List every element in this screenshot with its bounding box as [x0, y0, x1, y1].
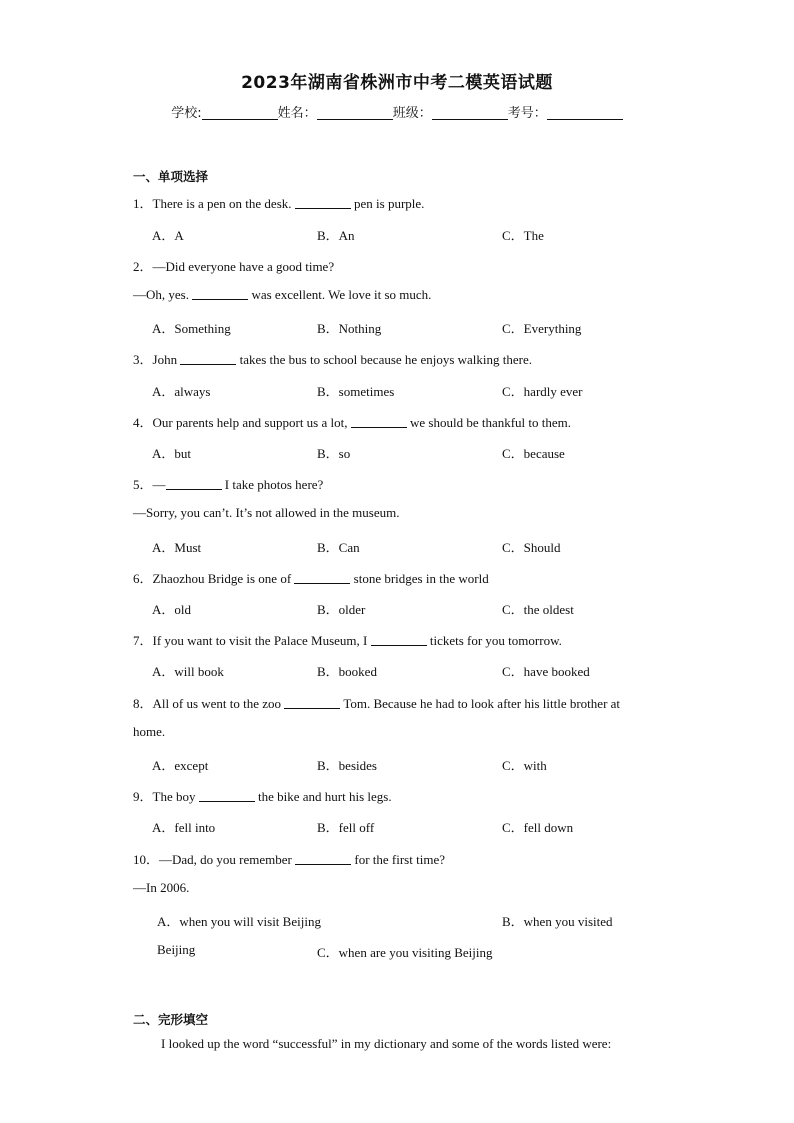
option-b[interactable]: B．An — [317, 228, 355, 243]
question-text: takes the bus to school because he enjoys walking there. — [236, 352, 532, 367]
question-text: Tom. Because he had to look after his little brother at — [340, 696, 621, 711]
option-c[interactable]: C．with — [502, 758, 547, 773]
option-c[interactable]: C．the oldest — [502, 602, 574, 617]
question-number: 7． — [133, 633, 153, 648]
question-2-line-2 — [133, 287, 431, 303]
answer-blank — [199, 789, 255, 802]
number-blank[interactable] — [547, 105, 623, 120]
school-label: 学校: — [171, 106, 202, 121]
question-1 — [133, 193, 424, 212]
name-label: 姓名： — [277, 106, 317, 121]
student-info-line — [0, 102, 794, 121]
option-b[interactable]: B．when you visited — [502, 914, 613, 929]
question-8 — [133, 693, 620, 712]
answer-blank — [295, 852, 351, 865]
question-text: There is a pen on the desk. — [152, 196, 295, 211]
option-b[interactable]: B．besides — [317, 758, 377, 773]
question-text: —Did everyone have a good time? — [152, 259, 335, 274]
option-b[interactable]: B．booked — [317, 664, 377, 679]
option-c[interactable]: C．hardly ever — [502, 384, 583, 399]
option-a[interactable]: A．old — [152, 602, 192, 617]
question-2 — [133, 256, 334, 275]
question-text: All of us went to the zoo — [152, 696, 285, 711]
question-text: was excellent. We love it so much. — [248, 287, 432, 302]
question-text: —Oh, yes. — [133, 287, 193, 302]
option-c[interactable]: C．The — [502, 228, 544, 243]
question-text: The boy — [152, 789, 199, 804]
option-b[interactable]: B．sometimes — [317, 384, 395, 399]
option-b[interactable]: B．so — [317, 446, 351, 461]
option-a[interactable]: A．Must — [152, 540, 202, 555]
option-c[interactable]: C．fell down — [502, 820, 574, 835]
question-10-line-2: —In 2006. — [133, 880, 190, 895]
school-blank[interactable] — [202, 105, 278, 120]
question-3 — [133, 349, 532, 368]
answer-blank — [371, 633, 427, 646]
question-9 — [133, 786, 392, 805]
question-text: Our parents help and support us a lot, — [152, 415, 351, 430]
question-text: stone bridges in the world — [350, 571, 489, 586]
option-b[interactable]: B．Can — [317, 540, 360, 555]
option-a[interactable]: A．when you will visit Beijing — [157, 914, 321, 929]
question-text: I take photos here? — [221, 477, 324, 492]
question-text: — — [152, 477, 166, 492]
question-text: we should be thankful to them. — [406, 415, 572, 430]
answer-blank — [351, 415, 407, 428]
option-b[interactable]: B．Nothing — [317, 321, 382, 336]
answer-blank — [180, 352, 236, 365]
option-b[interactable]: B．older — [317, 602, 366, 617]
question-6 — [133, 568, 489, 587]
question-number: 4． — [133, 415, 153, 430]
question-number: 8． — [133, 696, 153, 711]
question-5-line-2: —Sorry, you can’t. It’s not allowed in the museum. — [133, 505, 400, 520]
answer-blank — [284, 696, 340, 709]
question-4 — [133, 412, 571, 431]
page-title: 2023年湖南省株洲市中考二模英语试题 — [241, 73, 553, 93]
question-text: Zhaozhou Bridge is one of — [152, 571, 295, 586]
question-text: the bike and hurt his legs. — [254, 789, 392, 804]
question-10 — [133, 849, 445, 868]
answer-blank — [192, 287, 248, 300]
question-number: 9． — [133, 789, 153, 804]
question-number: 10． — [133, 852, 160, 867]
question-text: pen is purple. — [350, 196, 425, 211]
section-heading-single-choice: 一、单项选择 — [133, 169, 209, 184]
question-number: 2． — [133, 259, 153, 274]
question-text: —Dad, do you remember — [159, 852, 296, 867]
option-a[interactable]: A．but — [152, 446, 192, 461]
option-a[interactable]: A．fell into — [152, 820, 216, 835]
option-a[interactable]: A．A — [152, 228, 184, 243]
option-b-wrap[interactable]: Beijing — [157, 942, 196, 957]
option-c[interactable]: C．Should — [502, 540, 561, 555]
option-a[interactable]: A．except — [152, 758, 209, 773]
answer-blank — [294, 571, 350, 584]
answer-blank — [295, 196, 351, 209]
class-label: 班级： — [392, 106, 432, 121]
option-a[interactable]: A．always — [152, 384, 211, 399]
question-number: 5． — [133, 477, 153, 492]
question-8-line-2: home. — [133, 724, 166, 739]
cloze-paragraph: I looked up the word “successful” in my dictionary and some of the words listed were: — [161, 1036, 612, 1051]
number-label: 考号： — [507, 106, 547, 121]
section-heading-cloze: 二、完形填空 — [133, 1012, 209, 1027]
question-number: 6． — [133, 571, 153, 586]
question-number: 1． — [133, 196, 153, 211]
question-number: 3． — [133, 352, 153, 367]
option-b[interactable]: B．fell off — [317, 820, 375, 835]
question-7 — [133, 630, 562, 649]
answer-blank — [166, 477, 222, 490]
option-a[interactable]: A．will book — [152, 664, 224, 679]
question-text: John — [152, 352, 181, 367]
option-c[interactable]: C．have booked — [502, 664, 590, 679]
class-blank[interactable] — [432, 105, 508, 120]
question-text: tickets for you tomorrow. — [426, 633, 562, 648]
question-text: If you want to visit the Palace Museum, I — [152, 633, 371, 648]
option-a[interactable]: A．Something — [152, 321, 231, 336]
option-c[interactable]: C．when are you visiting Beijing — [317, 945, 493, 960]
name-blank[interactable] — [317, 105, 393, 120]
option-c[interactable]: C．Everything — [502, 321, 582, 336]
question-text: for the first time? — [351, 852, 445, 867]
option-c[interactable]: C．because — [502, 446, 565, 461]
question-5 — [133, 474, 323, 493]
